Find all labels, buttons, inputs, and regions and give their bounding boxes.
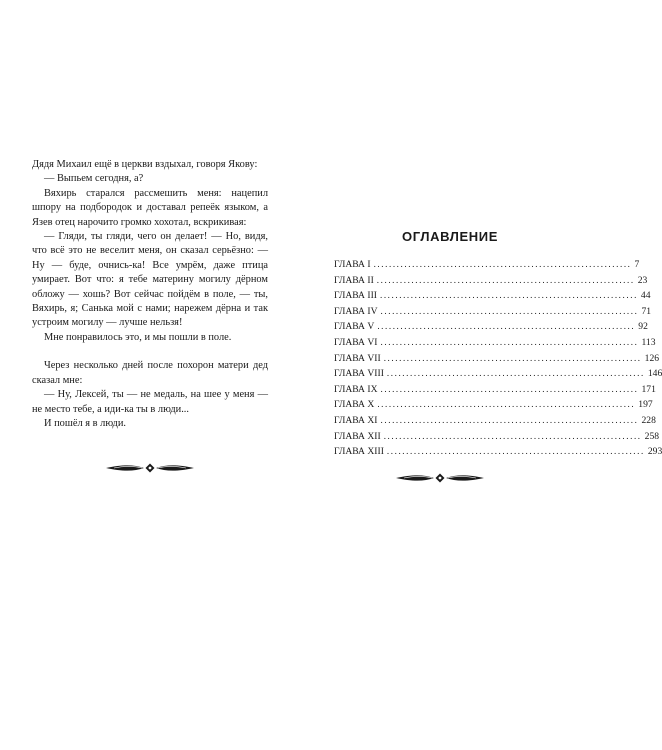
paragraph-gap bbox=[32, 345, 268, 359]
toc-leader-dots: ................................................................... bbox=[386, 446, 645, 457]
toc-page-number: 146 bbox=[647, 368, 662, 380]
toc-page-number: 113 bbox=[641, 336, 656, 348]
toc-leader-dots: ................................................................... bbox=[373, 259, 632, 269]
toc-chapter-label: ГЛАВА V bbox=[334, 321, 375, 333]
toc-page-number: 258 bbox=[644, 430, 660, 442]
toc-leader-dots: ................................................................... bbox=[379, 290, 638, 301]
left-page bbox=[0, 0, 300, 750]
toc-page-number: 126 bbox=[644, 352, 660, 364]
toc-chapter-label: ГЛАВА XI bbox=[334, 414, 378, 426]
toc-chapter-label: ГЛАВА IV bbox=[334, 305, 378, 317]
toc-page-number: 197 bbox=[638, 399, 653, 411]
toc-chapter-label: ГЛАВА IX bbox=[334, 383, 378, 395]
toc-chapter-label: ГЛАВА VIII bbox=[334, 368, 384, 380]
toc-leader-dots: ................................................................... bbox=[376, 274, 635, 285]
toc-chapter-label: ГЛАВА VI bbox=[334, 336, 378, 348]
paragraph: — Гляди, ты гляди, чего он делает! — Но, видя, что всё это не веселит меня, он сказал серьёзно: — Ну — буде, очнись-ка! Все умрём, даже птица умирает. Вот что: я тебе материну могилу дёрном обложу — хошь? Вот сейчас пойдём в поле, — ты, Вяхирь, я; Санька мой с нами; нарежем дёрна и так устроим могилу — лучше нельзя! bbox=[32, 231, 268, 329]
toc-chapter-label: ГЛАВА XII bbox=[334, 430, 381, 442]
toc-leader-dots: ................................................................... bbox=[380, 305, 639, 316]
paragraph: Вяхирь старался рассмешить меня: нацепил шпору на подбородок и доставал репеёк языком, а Язев отец нарочито громко хохотал, вскрикивая: bbox=[32, 187, 268, 228]
toc-entry[interactable] bbox=[334, 351, 660, 367]
toc-leader-dots: ................................................................... bbox=[377, 321, 636, 332]
toc-page-number: 44 bbox=[640, 290, 651, 302]
toc-leader-dots: ................................................................... bbox=[383, 352, 642, 363]
toc-page-number: 71 bbox=[641, 305, 652, 317]
toc-chapter-label: ГЛАВА X bbox=[334, 399, 375, 411]
toc-entry[interactable] bbox=[334, 257, 640, 273]
toc-entry[interactable] bbox=[334, 335, 656, 351]
paragraph: Дядя Михаил ещё в церкви вздыхал, говоря Якову: bbox=[32, 159, 258, 170]
toc-leader-dots: ................................................................... bbox=[380, 336, 639, 347]
toc-page-number: 23 bbox=[637, 274, 648, 286]
toc-page-number: 293 bbox=[647, 446, 662, 458]
toc-leader-dots: ................................................................... bbox=[377, 399, 636, 410]
toc-page-number: 171 bbox=[641, 383, 656, 395]
toc-chapter-label: ГЛАВА XIII bbox=[334, 446, 384, 458]
toc-page-number: 228 bbox=[641, 414, 656, 426]
vignette-flourish-icon bbox=[394, 472, 486, 484]
toc-leader-dots: ................................................................... bbox=[383, 430, 642, 441]
toc-leader-dots: ................................................................... bbox=[380, 414, 639, 425]
toc-chapter-label: ГЛАВА VII bbox=[334, 352, 381, 364]
toc-entry[interactable] bbox=[334, 413, 656, 429]
right-page bbox=[300, 0, 662, 750]
paragraph: Мне понравилось это, и мы пошли в поле. bbox=[44, 331, 232, 343]
toc-chapter-label: ГЛАВА I bbox=[334, 259, 371, 270]
paragraph: — Ну, Лексей, ты — не медаль, на шее у меня — не место тебе, а иди-ка ты в люди... bbox=[32, 389, 268, 415]
toc-page-number: 92 bbox=[638, 321, 648, 333]
toc-entry[interactable] bbox=[334, 304, 652, 320]
paragraph: И пошёл я в люди. bbox=[44, 417, 126, 429]
toc-leader-dots: ................................................................... bbox=[386, 368, 645, 379]
vignette-flourish-icon bbox=[104, 462, 196, 474]
paragraph: — Выпьем сегодня, а? bbox=[44, 173, 144, 185]
paragraph: Через несколько дней после похорон матери дед сказал мне: bbox=[32, 360, 268, 386]
toc-entry[interactable] bbox=[334, 288, 651, 304]
toc-leader-dots: ................................................................... bbox=[380, 383, 639, 394]
toc-entry[interactable] bbox=[334, 444, 662, 460]
toc-entry[interactable] bbox=[334, 382, 656, 398]
toc-entry[interactable] bbox=[334, 397, 653, 413]
toc-chapter-label: ГЛАВА III bbox=[334, 290, 377, 302]
toc-entry[interactable] bbox=[334, 273, 648, 289]
story-text bbox=[32, 158, 268, 431]
toc-entry[interactable] bbox=[334, 319, 648, 335]
toc-entry[interactable] bbox=[334, 429, 660, 445]
toc-list bbox=[334, 257, 662, 460]
toc-chapter-label: ГЛАВА II bbox=[334, 274, 374, 286]
toc-page-number: 7 bbox=[634, 259, 640, 270]
toc-entry[interactable] bbox=[334, 366, 662, 382]
toc-title: ОГЛАВЛЕНИЕ bbox=[402, 229, 498, 244]
